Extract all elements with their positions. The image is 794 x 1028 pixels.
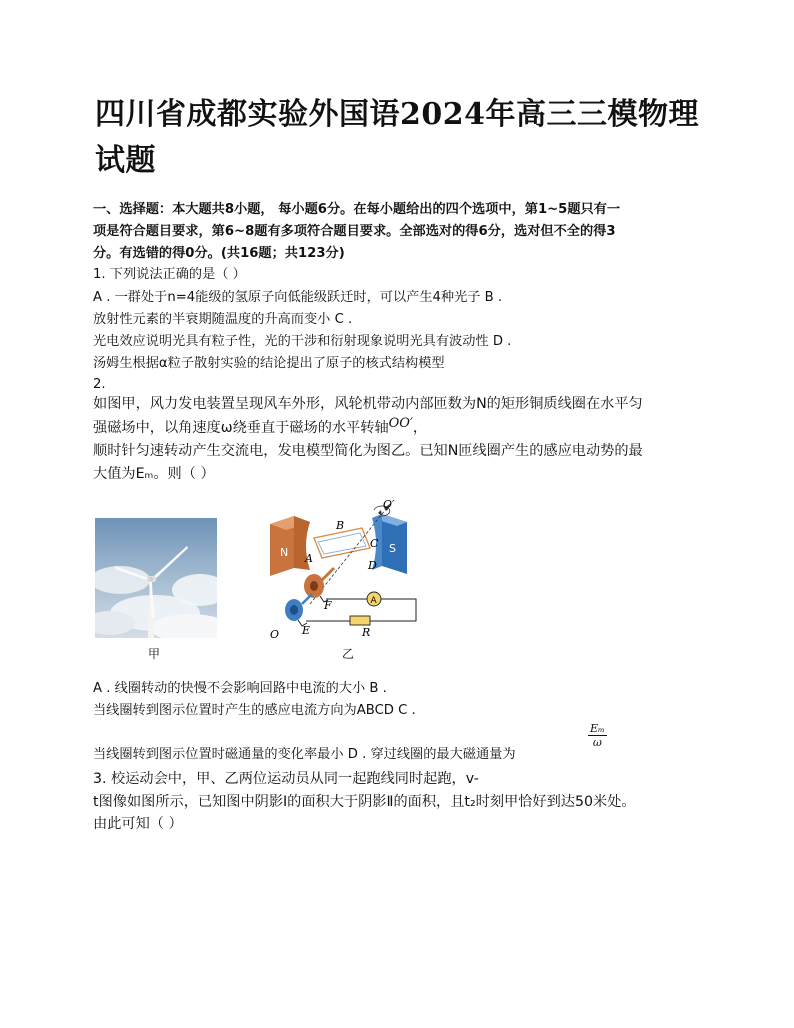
- magnet-n-label: N: [280, 546, 289, 559]
- figure-a-caption: 甲: [148, 647, 161, 661]
- q1-option-d: 汤姆生根据α粒子散射实验的结论提出了原子的核式结构模型: [93, 356, 445, 371]
- label-c: C: [370, 537, 379, 550]
- q3-stem-line-1: 3. 校运动会中，甲、乙两位运动员从同一起跑线同时起跑，v-: [93, 771, 479, 787]
- q2-stem-line-2: [93, 418, 427, 439]
- label-e: E: [302, 624, 311, 637]
- q2-option-c-d: 当线圈转到图示位置时磁通量的变化率最小 D . 穿过线圈的最大磁通量为: [93, 747, 516, 762]
- section-instructions-line-3: 分。有选错的得0分。(共16题；共123分): [93, 246, 345, 261]
- page-title: [95, 92, 735, 184]
- q2-stem-line-4: 大值为Eₘ。则（ ）: [93, 466, 215, 482]
- label-o-prime: O′: [383, 498, 395, 511]
- fraction-denominator: ω: [592, 736, 602, 749]
- label-r: R: [362, 626, 371, 639]
- axis-label: OO′: [388, 416, 413, 431]
- label-o: O: [270, 628, 280, 641]
- q2-stem-line-1: 如图甲，风力发电装置呈现风车外形，风轮机带动内部匝数为N的矩形铜质线圈在水平匀: [93, 396, 643, 412]
- q3-stem-line-3: 由此可知（ ）: [93, 816, 183, 832]
- magnet-s-label: S: [389, 542, 396, 555]
- max-flux-fraction: [588, 722, 607, 749]
- label-f: F: [324, 599, 332, 612]
- section-instructions-line-2: 项是符合题目要求，第6~8题有多项符合题目要求。全部选对的得6分，选对但不全的得3: [93, 224, 616, 239]
- q1-option-c: 光电效应说明光具有粒子性，光的干涉和衍射现象说明光具有波动性 D .: [93, 334, 512, 349]
- title-line-2: 试题: [95, 143, 156, 178]
- q2-stem-line-2a: 强磁场中，以角速度ω绕垂直于磁场的水平转轴: [93, 420, 389, 436]
- label-b: B: [336, 519, 345, 532]
- q1-option-a: A . 一群处于n=4能级的氢原子向低能级跃迁时，可以产生4种光子 B .: [93, 290, 503, 305]
- ammeter-label: A: [370, 596, 377, 606]
- label-d: D: [368, 559, 377, 572]
- q2-number: 2.: [93, 377, 106, 392]
- q1-stem: 1. 下列说法正确的是（ ）: [93, 267, 246, 282]
- q2-stem-line-2b: ，: [412, 420, 428, 436]
- q3-stem-line-2: t图像如图所示，已知图中阴影Ⅰ的面积大于阴影Ⅱ的面积，且t₂时刻甲恰好到达50米处。: [93, 794, 636, 810]
- fraction-numerator: Eₘ: [590, 722, 605, 735]
- q1-option-b: 放射性元素的半衰期随温度的升高而变小 C .: [93, 312, 353, 327]
- q2-option-b: 当线圈转到图示位置时产生的感应电流方向为ABCD C .: [93, 703, 416, 718]
- generator-diagram: [262, 496, 434, 642]
- section-instructions-line-1: 一、选择题：本大题共8小题， 每小题6分。在每小题给出的四个选项中，第1~5题只有一: [93, 202, 621, 217]
- wind-turbine-photo: [95, 518, 217, 638]
- q2-option-a: A . 线圈转动的快慢不会影响回路中电流的大小 B .: [93, 681, 387, 696]
- label-a: A: [305, 552, 313, 565]
- figure-b-caption: 乙: [342, 647, 355, 661]
- q2-stem-line-3: 顺时针匀速转动产生交流电，发电模型简化为图乙。已知N匝线圈产生的感应电动势的最: [93, 443, 643, 459]
- title-line-1: 四川省成都实验外国语2024年高三三模物理: [95, 97, 699, 132]
